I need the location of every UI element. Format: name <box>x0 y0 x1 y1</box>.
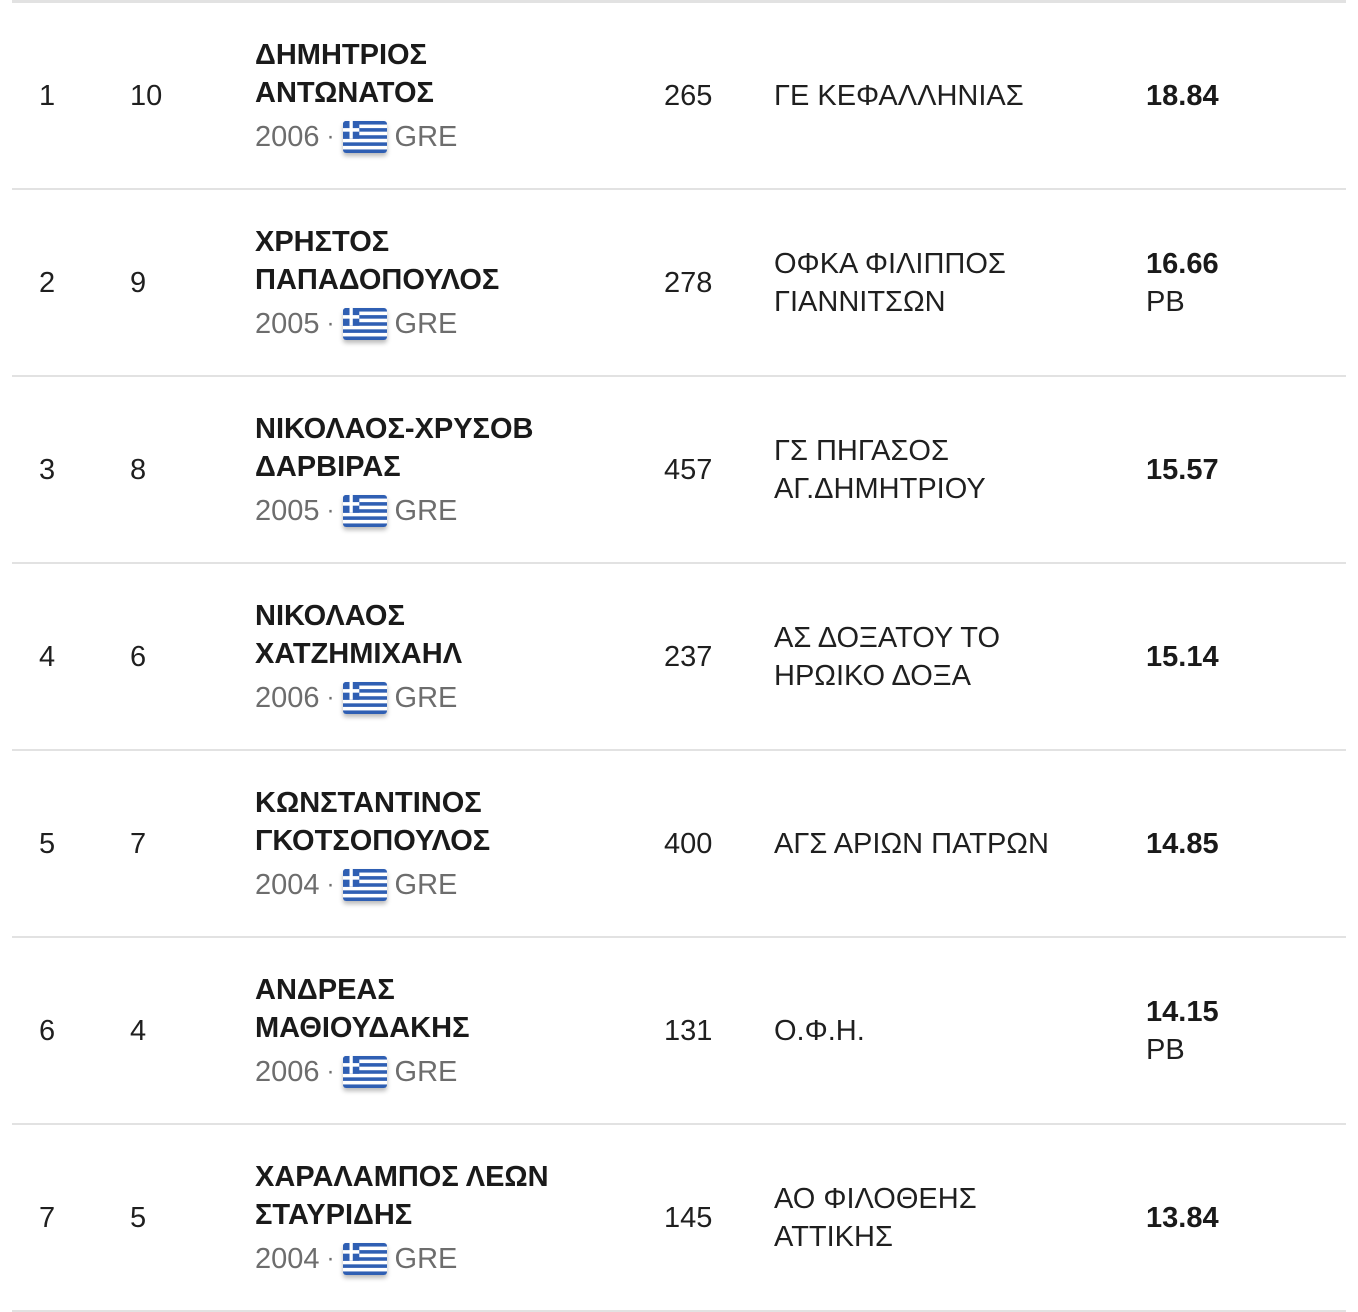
club-cell <box>774 377 1114 562</box>
greece-flag-graphic <box>343 682 387 714</box>
mark-block <box>1146 825 1219 863</box>
bib-cell <box>130 377 210 562</box>
greece-flag-icon <box>343 682 387 714</box>
country-code: GRE <box>394 868 458 901</box>
mark-block <box>1146 1199 1219 1237</box>
athlete-name[interactable] <box>255 1158 549 1234</box>
club-name-line2: ΑΓ.ΔΗΜΗΤΡΙΟΥ <box>774 472 986 505</box>
athlete-meta <box>255 118 457 156</box>
mark-cell <box>1146 938 1326 1123</box>
rank-cell <box>39 938 99 1123</box>
club-cell <box>774 564 1114 749</box>
bib-value: 8 <box>130 453 147 486</box>
greece-flag-graphic <box>343 869 387 901</box>
athlete-block <box>255 784 490 904</box>
athlete-block <box>255 410 533 530</box>
mark-cell <box>1146 1125 1326 1310</box>
country-code: GRE <box>394 681 458 714</box>
rank-cell <box>39 751 99 936</box>
club-name-line1: ΑΣ ΔΟΞΑΤΟΥ ΤΟ <box>774 621 1000 654</box>
number-cell <box>664 1125 754 1310</box>
mark-block <box>1146 245 1219 321</box>
birth-year: 2005 <box>255 307 320 340</box>
rank-value: 7 <box>39 1201 56 1234</box>
greece-flag-icon <box>343 495 387 527</box>
mark-cell <box>1146 190 1326 375</box>
birth-year: 2004 <box>255 868 320 901</box>
athlete-block <box>255 971 469 1091</box>
country-code: GRE <box>394 494 458 527</box>
athlete-name-line1: ΧΡΗΣΤΟΣ <box>255 225 390 258</box>
bib-cell <box>130 190 210 375</box>
mark-block <box>1146 451 1219 489</box>
bib-cell <box>130 751 210 936</box>
mark-value: 18.84 <box>1146 79 1219 112</box>
athlete-name-line1: ΚΩΝΣΤΑΝΤΙΝΟΣ <box>255 786 482 819</box>
athlete-cell <box>255 751 635 936</box>
club-name-line1: Ο.Φ.Η. <box>774 1014 865 1047</box>
rank-value: 2 <box>39 266 56 299</box>
bib-value: 5 <box>130 1201 147 1234</box>
club-cell <box>774 938 1114 1123</box>
rank-cell <box>39 564 99 749</box>
bib-cell <box>130 564 210 749</box>
mark-value: 14.15 <box>1146 995 1219 1028</box>
bib-value: 7 <box>130 827 147 860</box>
result-row[interactable] <box>12 3 1346 190</box>
athlete-name-line2: ΜΑΘΙΟΥΔΑΚΗΣ <box>255 1011 470 1044</box>
athlete-block <box>255 223 499 343</box>
club-name <box>774 619 1000 695</box>
number-value: 457 <box>664 453 713 486</box>
mark-value: 14.85 <box>1146 827 1219 860</box>
club-name-line2: ΗΡΩΙΚΟ ΔΟΞΑ <box>774 659 971 692</box>
club-name-line1: ΟΦΚΑ ΦΙΛΙΠΠΟΣ <box>774 247 1006 280</box>
greece-flag-graphic <box>343 308 387 340</box>
athlete-name-line1: ΧΑΡΑΛΑΜΠΟΣ ΛΕΩΝ <box>255 1160 549 1193</box>
mark-block <box>1146 993 1219 1069</box>
rank-value: 5 <box>39 827 56 860</box>
club-name <box>774 77 1024 115</box>
rank-cell <box>39 190 99 375</box>
rank-value: 3 <box>39 453 56 486</box>
club-cell <box>774 751 1114 936</box>
bib-value: 4 <box>130 1014 147 1047</box>
number-value: 237 <box>664 640 713 673</box>
mark-block <box>1146 638 1219 676</box>
meta-separator: · <box>326 122 335 150</box>
athlete-block <box>255 1158 549 1278</box>
bib-value: 10 <box>130 79 163 112</box>
number-cell <box>664 564 754 749</box>
number-cell <box>664 377 754 562</box>
bib-cell <box>130 938 210 1123</box>
club-name-line2: ΑΤΤΙΚΗΣ <box>774 1220 893 1253</box>
club-name <box>774 825 1049 863</box>
meta-separator: · <box>326 496 335 524</box>
mark-value: 15.14 <box>1146 640 1219 673</box>
club-name <box>774 1180 977 1256</box>
mark-value: 15.57 <box>1146 453 1219 486</box>
rank-value: 6 <box>39 1014 56 1047</box>
athlete-cell <box>255 938 635 1123</box>
birth-year: 2006 <box>255 120 320 153</box>
country-code: GRE <box>394 1242 458 1275</box>
birth-year: 2004 <box>255 1242 320 1275</box>
country-code: GRE <box>394 120 458 153</box>
bib-value: 9 <box>130 266 147 299</box>
mark-value: 13.84 <box>1146 1201 1219 1234</box>
result-row[interactable] <box>12 751 1346 938</box>
mark-cell <box>1146 564 1326 749</box>
country-code: GRE <box>394 1055 458 1088</box>
athlete-name-line1: ΑΝΔΡΕΑΣ <box>255 973 395 1006</box>
athlete-name[interactable] <box>255 223 499 299</box>
club-cell <box>774 3 1114 188</box>
athlete-block <box>255 597 462 717</box>
mark-block <box>1146 77 1219 115</box>
bib-cell <box>130 1125 210 1310</box>
birth-year: 2006 <box>255 681 320 714</box>
bib-cell <box>130 3 210 188</box>
birth-year: 2006 <box>255 1055 320 1088</box>
rank-cell <box>39 3 99 188</box>
meta-separator: · <box>326 683 335 711</box>
greece-flag-icon <box>343 121 387 153</box>
club-name-line1: ΓΕ ΚΕΦΑΛΛΗΝΙΑΣ <box>774 79 1024 112</box>
greece-flag-icon <box>343 308 387 340</box>
athlete-name-line2: ΣΤΑΥΡΙΔΗΣ <box>255 1198 413 1231</box>
number-cell <box>664 3 754 188</box>
athlete-name-line1: ΝΙΚΟΛΑΟΣ-ΧΡΥΣΟΒ <box>255 412 534 445</box>
number-cell <box>664 190 754 375</box>
result-row[interactable] <box>12 1125 1346 1312</box>
meta-separator: · <box>326 309 335 337</box>
athlete-name-line1: ΝΙΚΟΛΑΟΣ <box>255 599 405 632</box>
athlete-name-line2: ΓΚΟΤΣΟΠΟΥΛΟΣ <box>255 824 491 857</box>
club-name <box>774 245 1006 321</box>
athlete-meta <box>255 305 499 343</box>
number-cell <box>664 938 754 1123</box>
number-value: 265 <box>664 79 713 112</box>
birth-year: 2005 <box>255 494 320 527</box>
number-value: 145 <box>664 1201 713 1234</box>
athlete-block <box>255 36 457 156</box>
club-name-line1: ΓΣ ΠΗΓΑΣΟΣ <box>774 434 949 467</box>
club-name <box>774 432 986 508</box>
rank-cell <box>39 377 99 562</box>
mark-cell <box>1146 377 1326 562</box>
greece-flag-graphic <box>343 1243 387 1275</box>
bib-value: 6 <box>130 640 147 673</box>
athlete-name[interactable] <box>255 410 533 486</box>
greece-flag-graphic <box>343 1056 387 1088</box>
athlete-cell <box>255 3 635 188</box>
greece-flag-graphic <box>343 121 387 153</box>
athlete-meta <box>255 1053 469 1091</box>
athlete-cell <box>255 1125 635 1310</box>
meta-separator: · <box>326 870 335 898</box>
result-row[interactable] <box>12 190 1346 377</box>
athlete-cell <box>255 377 635 562</box>
athlete-name[interactable] <box>255 36 457 112</box>
athlete-name-line2: ΔΑΡΒΙΡΑΣ <box>255 450 401 483</box>
greece-flag-icon <box>343 869 387 901</box>
meta-separator: · <box>326 1244 335 1272</box>
club-name <box>774 1012 865 1050</box>
rank-value: 1 <box>39 79 56 112</box>
athlete-meta <box>255 492 533 530</box>
club-name-line1: ΑΓΣ ΑΡΙΩΝ ΠΑΤΡΩΝ <box>774 827 1049 860</box>
mark-cell <box>1146 3 1326 188</box>
club-name-line2: ΓΙΑΝΝΙΤΣΩΝ <box>774 285 946 318</box>
mark-cell <box>1146 751 1326 936</box>
athlete-name-line2: ΑΝΤΩΝΑΤΟΣ <box>255 76 434 109</box>
rank-value: 4 <box>39 640 56 673</box>
result-row[interactable] <box>12 564 1346 751</box>
club-cell <box>774 1125 1114 1310</box>
greece-flag-graphic <box>343 495 387 527</box>
athlete-name-line2: ΧΑΤΖΗΜΙΧΑΗΛ <box>255 637 463 670</box>
number-value: 278 <box>664 266 713 299</box>
result-row[interactable] <box>12 377 1346 564</box>
result-row[interactable] <box>12 938 1346 1125</box>
rank-cell <box>39 1125 99 1310</box>
personal-best-badge: PB <box>1146 1033 1185 1066</box>
athlete-meta <box>255 679 462 717</box>
athlete-name-line1: ΔΗΜΗΤΡΙΟΣ <box>255 38 427 71</box>
club-cell <box>774 190 1114 375</box>
number-value: 400 <box>664 827 713 860</box>
athlete-name[interactable] <box>255 971 469 1047</box>
number-value: 131 <box>664 1014 713 1047</box>
greece-flag-icon <box>343 1243 387 1275</box>
athlete-meta <box>255 1240 549 1278</box>
athlete-cell <box>255 564 635 749</box>
athlete-name[interactable] <box>255 597 462 673</box>
athlete-name-line2: ΠΑΠΑΔΟΠΟΥΛΟΣ <box>255 263 500 296</box>
country-code: GRE <box>394 307 458 340</box>
personal-best-badge: PB <box>1146 285 1185 318</box>
club-name-line1: ΑΟ ΦΙΛΟΘΕΗΣ <box>774 1182 977 1215</box>
athlete-name[interactable] <box>255 784 490 860</box>
number-cell <box>664 751 754 936</box>
athlete-meta <box>255 866 490 904</box>
meta-separator: · <box>326 1057 335 1085</box>
athlete-cell <box>255 190 635 375</box>
mark-value: 16.66 <box>1146 247 1219 280</box>
greece-flag-icon <box>343 1056 387 1088</box>
